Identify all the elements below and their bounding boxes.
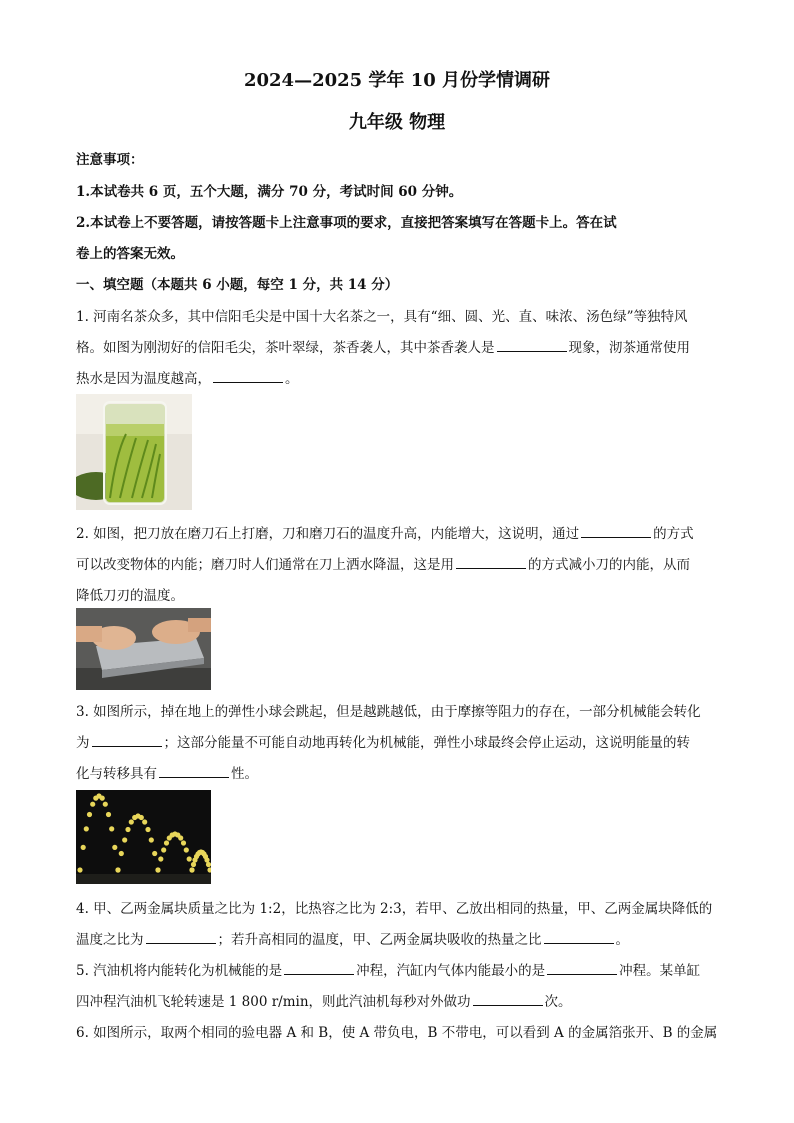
section-1-heading: 一、填空题（本题共 6 小题，每空 1 分，共 14 分） bbox=[76, 277, 399, 293]
ball-position bbox=[142, 819, 147, 824]
ball-position bbox=[129, 819, 134, 824]
ball-position bbox=[106, 812, 111, 817]
ball-position bbox=[187, 856, 192, 861]
q4-line-2-text-b: ；若升高相同的温度，甲、乙两金属块吸收的热量之比 bbox=[217, 932, 542, 948]
q2-blank-2 bbox=[456, 556, 526, 569]
q1-blank-1 bbox=[497, 339, 567, 352]
ball-position bbox=[191, 862, 196, 867]
ball-position bbox=[164, 840, 169, 845]
q6-line-1: 6. 如图所示，取两个相同的验电器 A 和 B，使 A 带负电，B 不带电，可以看到 A 的金属箔张开、B 的金属 bbox=[76, 1025, 718, 1041]
q5-blank-1 bbox=[284, 962, 354, 975]
q5-line-1 bbox=[76, 959, 700, 979]
knife-sharpening-image bbox=[76, 608, 211, 690]
q2-line-1-text-b: 的方式 bbox=[653, 526, 694, 542]
exam-subtitle: 九年级 物理 bbox=[348, 112, 446, 133]
q3-line-3-text-a: 化与转移具有 bbox=[76, 766, 157, 782]
q3-line-2 bbox=[76, 731, 690, 751]
q4-blank-2 bbox=[544, 931, 614, 944]
q2-line-2-text-b: 的方式减小刀的内能，从而 bbox=[528, 557, 690, 573]
ball-position bbox=[119, 851, 124, 856]
ball-position bbox=[122, 837, 127, 842]
q2-line-1 bbox=[76, 522, 694, 542]
q4-line-2-text-c: 。 bbox=[615, 932, 629, 948]
q1-blank-2 bbox=[213, 370, 283, 383]
tea-glass-image bbox=[76, 394, 192, 510]
q5-blank-2 bbox=[547, 962, 617, 975]
ball-position bbox=[84, 826, 89, 831]
ball-position bbox=[158, 856, 163, 861]
ball-position bbox=[90, 802, 95, 807]
ball-position bbox=[152, 851, 157, 856]
q2-line-2 bbox=[76, 553, 690, 573]
q3-line-3-text-b: 性。 bbox=[231, 766, 258, 782]
ball-position bbox=[181, 840, 186, 845]
q1-line-3-text-a: 热水是因为温度越高， bbox=[76, 371, 211, 387]
notes-heading: 注意事项： bbox=[76, 152, 144, 168]
q1-line-2-text-b: 现象，沏茶通常使用 bbox=[568, 340, 690, 356]
q5-line-2-text-a: 四冲程汽油机飞轮转速是 1 800 r/min，则此汽油机每秒对外做功 bbox=[76, 994, 471, 1010]
q2-line-3: 降低刀刃的温度。 bbox=[76, 588, 184, 604]
q4-line-2-text-a: 温度之比为 bbox=[76, 932, 144, 948]
q5-line-2-text-b: 次。 bbox=[544, 994, 572, 1010]
note-2-line-2: 卷上的答案无效。 bbox=[76, 246, 184, 262]
q1-line-3-text-b: 。 bbox=[285, 371, 299, 387]
ball-position bbox=[178, 835, 183, 840]
q2-line-1-text-a: 2. 如图，把刀放在磨刀石上打磨，刀和磨刀石的温度升高，内能增大，这说明，通过 bbox=[76, 526, 580, 542]
q5-line-1-text-b: 冲程，汽缸内气体内能最小的是 bbox=[356, 963, 546, 979]
ball-position bbox=[87, 812, 92, 817]
q1-line-3 bbox=[76, 367, 299, 387]
ball-position bbox=[115, 867, 120, 872]
ball-position bbox=[112, 845, 117, 850]
ball-position bbox=[149, 837, 154, 842]
ball-position bbox=[161, 847, 166, 852]
q3-blank-1 bbox=[92, 734, 162, 747]
q2-blank-1 bbox=[581, 525, 651, 538]
q3-line-3 bbox=[76, 762, 258, 782]
q3-line-2-text-a: 为 bbox=[76, 735, 90, 751]
bouncing-ball-image bbox=[76, 790, 211, 884]
q4-blank-1 bbox=[146, 931, 216, 944]
ball-position bbox=[206, 862, 211, 867]
ball-position bbox=[184, 847, 189, 852]
q4-line-2 bbox=[76, 928, 629, 948]
q4-line-1: 4. 甲、乙两金属块质量之比为 1:2，比热容之比为 2:3，若甲、乙放出相同的热量，甲、乙两金属块降低的 bbox=[76, 901, 713, 917]
ball-position bbox=[100, 796, 105, 801]
ball-position bbox=[125, 827, 130, 832]
ball-position bbox=[145, 827, 150, 832]
exam-title: 2024—2025 学年 10 月份学情调研 bbox=[243, 70, 551, 91]
ball-position bbox=[77, 867, 82, 872]
ball-position bbox=[109, 826, 114, 831]
q5-blank-3 bbox=[473, 993, 543, 1006]
note-1: 1.本试卷共 6 页，五个大题，满分 70 分，考试时间 60 分钟。 bbox=[76, 184, 463, 200]
ball-position bbox=[103, 802, 108, 807]
q1-line-2-text-a: 格。如图为刚沏好的信阳毛尖，茶叶翠绿，茶香袭人，其中茶香袭人是 bbox=[76, 340, 495, 356]
q3-line-2-text-b: ；这部分能量不可能自动地再转化为机械能，弹性小球最终会停止运动，这说明能量的转 bbox=[163, 735, 690, 751]
q5-line-2 bbox=[76, 990, 572, 1010]
note-2-line-1: 2.本试卷上不要答题，请按答题卡上注意事项的要求，直接把答案填写在答题卡上。答在试 bbox=[76, 215, 617, 231]
ball-position bbox=[204, 857, 209, 862]
q1-line-1: 1. 河南名茶众多，其中信阳毛尖是中国十大名茶之一，具有“细、圆、光、直、味浓、汤色绿”等独特风 bbox=[76, 309, 688, 325]
q3-blank-2 bbox=[159, 765, 229, 778]
ball-position bbox=[155, 867, 160, 872]
q5-line-1-text-c: 冲程。某单缸 bbox=[619, 963, 701, 979]
ball-position bbox=[189, 867, 194, 872]
q3-line-1: 3. 如图所示，掉在地上的弹性小球会跳起，但是越跳越低，由于摩擦等阻力的存在，一部分机械能会转化 bbox=[76, 704, 701, 720]
ball-position bbox=[139, 815, 144, 820]
q5-line-1-text-a: 5. 汽油机将内能转化为机械能的是 bbox=[76, 963, 283, 979]
q1-line-2 bbox=[76, 336, 690, 356]
ball-position bbox=[81, 845, 86, 850]
q2-line-2-text-a: 可以改变物体的内能；磨刀时人们通常在刀上洒水降温，这是用 bbox=[76, 557, 454, 573]
